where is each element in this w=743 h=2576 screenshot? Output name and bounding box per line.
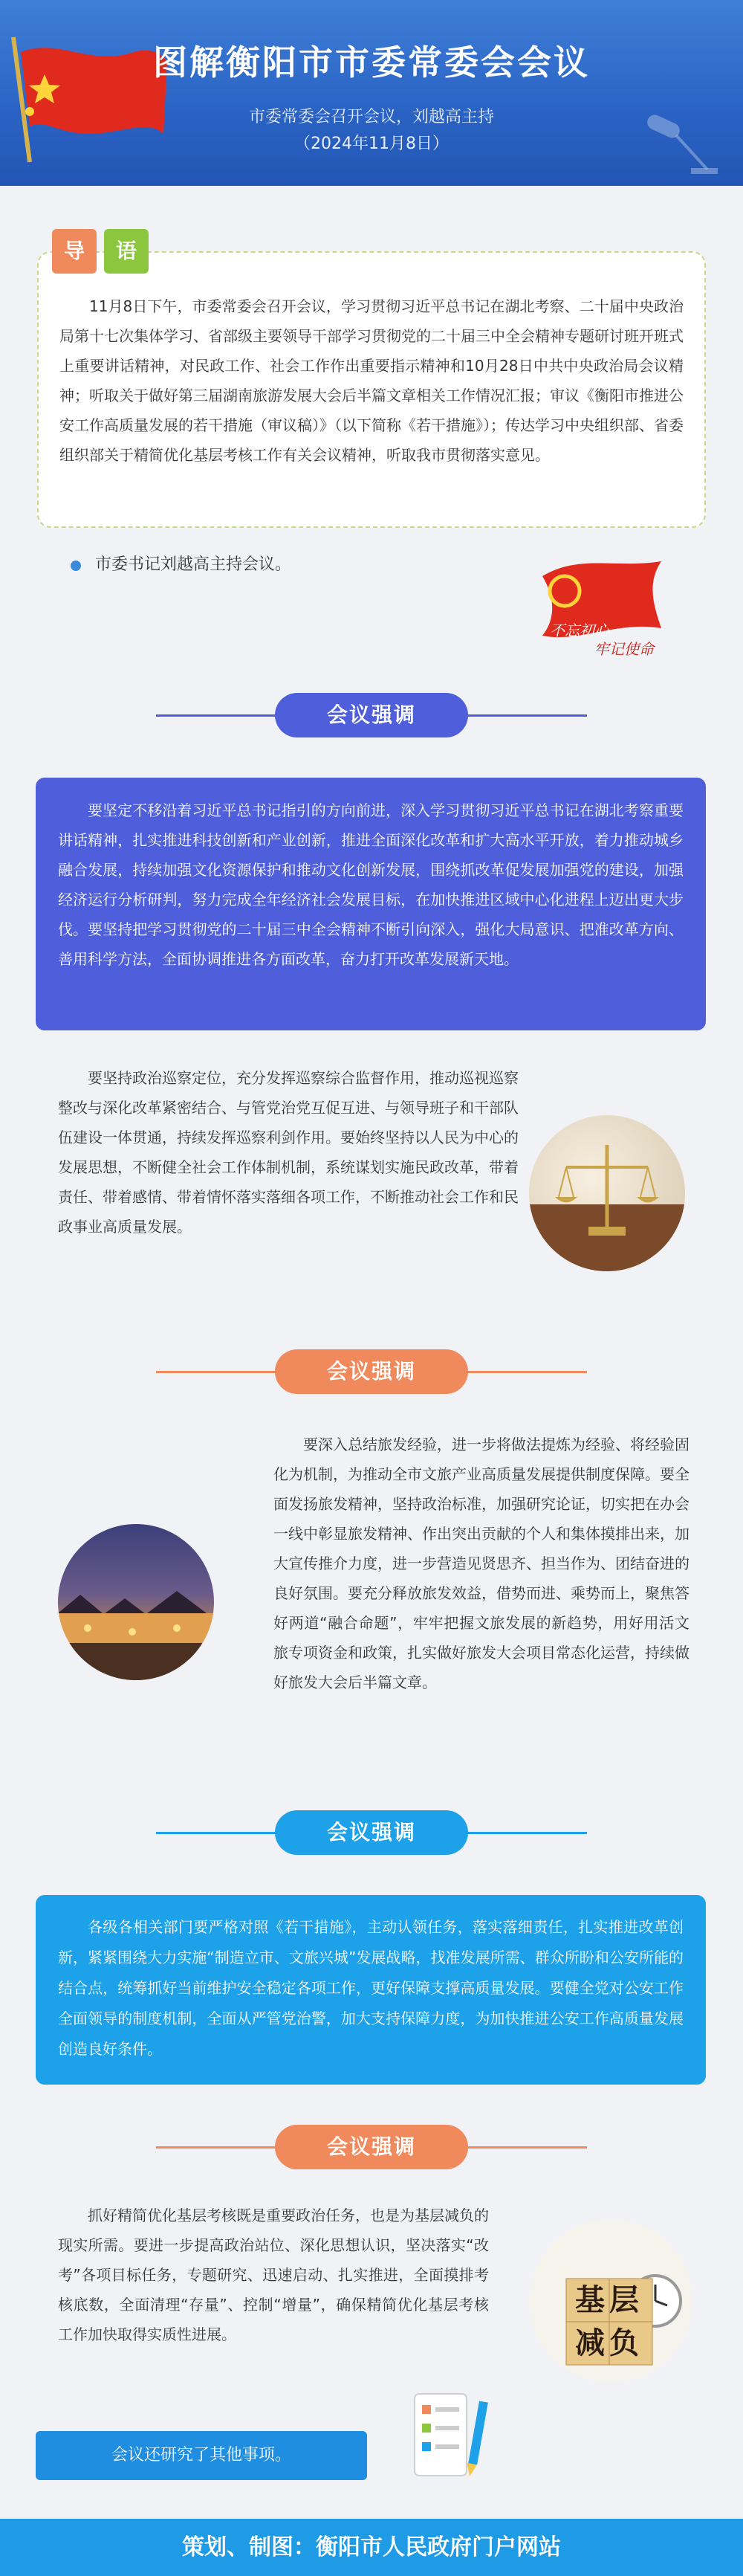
page-title: 图解衡阳市市委常委会会议 bbox=[153, 42, 590, 83]
relief-sign-line1: 基层 bbox=[575, 2283, 643, 2317]
microphone-icon bbox=[639, 97, 721, 178]
footer-credit: 策划、制图：衡阳市人民政府门户网站 bbox=[0, 2519, 743, 2576]
emphasis-text-1: 要坚定不移沿着习近平总书记指引的方向前进，深入学习贯彻习近平总书记在湖北考察重要讲话精神，扎实推进科技创新和产业创新，推进全面深化改革和扩大高水平开放，着力推动城乡融合发展，持续加强文化资源保护和推动文化创新发展，围绕抓改革促发展加强党的建设，加强经济运行分析研判，努力完成全年经济社会发展目标，在加快推进区域中心化进程上迈出更大步伐。要坚持把学习贯彻党的二十届三中全会精神不断引向深入，强化大局意识、把准改革方向、善用科学方法，全面协调推进各方面改革，奋力打开改革发展新天地。 bbox=[58, 801, 684, 968]
badge-text-1: 不忘初心 bbox=[550, 622, 609, 639]
guide-text: 11月8日下午，市委常委会召开会议，学习贯彻习近平总书记在湖北考察、二十届中央政治局第十七次集体学习、省部级主要领导干部学习贯彻党的二十届三中全会精神专题研讨班开班式上重要讲话精神，对民政工作、社会工作作出重要指示精神和10月28日中共中央政治局会议精神；听取关于做好第三届湖南旅游发展大会后半篇文章相关工作情况汇报；审议《衡阳市推进公安工作高质量发展的若干措施（审议稿）》（以下简称《若干措施》）；传达学习中央组织部、省委组织部关于精简优化基层考核工作有关会议精神，听取我市贯彻落实意见。 bbox=[59, 297, 684, 464]
emphasis-text-3: 各级各相关部门要严格对照《若干措施》，主动认领任务，落实落细责任，扎实推进改革创新，紧紧围绕大力实施“制造立市、文旅兴城”发展战略，找准发展所需、群众所盼和公安所能的结合点，统筹抓好当前维护安全稳定各项工作，更好保障支撑高质量发展。要健全党对公安工作全面领导的制度机制，全面从严管党治警，加大支持保障力度，为加快推进公安工作高质量发展创造良好条件。 bbox=[58, 1918, 684, 2058]
relief-sign-line2: 减负 bbox=[575, 2326, 643, 2360]
host-note: 市委书记刘越高主持会议。 bbox=[95, 555, 292, 574]
section-header-2: 会议强调 bbox=[275, 1349, 468, 1394]
paragraph-2: 要坚持政治巡察定位，充分发挥巡察综合监督作用，推动巡视巡察整改与深化改革紧密结合、与管党治党互促互进、与领导班子和干部队伍建设一体贯通，持续发挥巡察利剑作用。要始终坚持以人民为中心的发展思想，不断健全社会工作体制机制，系统谋划实施民政改革，带着责任、带着感情、带着情怀落实落细各项工作，不断推动社会工作和民政事业高质量发展。 bbox=[58, 1069, 519, 1236]
town-icon bbox=[58, 1524, 214, 1680]
section-header-3: 会议强调 bbox=[275, 1810, 468, 1855]
section-header-1: 会议强调 bbox=[275, 693, 468, 737]
scales-icon bbox=[529, 1115, 685, 1271]
page-subtitle: 市委常委会召开会议，刘越高主持 bbox=[248, 108, 494, 126]
badge-text-2: 牢记使命 bbox=[594, 640, 654, 658]
paragraph-3: 要深入总结旅发经验，进一步将做法提炼为经验、将经验固化为机制，为推动全市文旅产业高质量发展提供制度保障。要全面发扬旅发精神，坚持政治标准，加强研究论证，切实把在办会一线中彰显旅发精神、作出突出贡献的个人和集体摸排出来，加大宣传推介力度，进一步营造见贤思齐、担当作为、团结奋进的良好氛围。要充分释放旅发效益，借势而进、乘势而上，聚焦答好两道“融合命题”，牢牢把握文旅发展的新趋势，用好用活文旅专项资金和政策，扎实做好旅发大会项目常态化运营，持续做好旅发大会后半篇文章。 bbox=[273, 1436, 690, 1691]
justice-scales-image bbox=[529, 1115, 685, 1271]
ancient-town-image bbox=[58, 1524, 214, 1680]
party-badge-icon bbox=[535, 546, 669, 665]
checklist-icon bbox=[407, 2386, 496, 2483]
bullet-dot bbox=[71, 561, 81, 571]
section-header-4: 会议强调 bbox=[275, 2125, 468, 2169]
guide-tag-1: 导 bbox=[52, 229, 97, 274]
meeting-date: （2024年11月8日） bbox=[294, 135, 449, 153]
guide-tag-2: 语 bbox=[104, 229, 149, 274]
header-banner bbox=[0, 0, 743, 186]
other-matters-note: 会议还研究了其他事项。 bbox=[36, 2431, 367, 2480]
paragraph-5: 抓好精简优化基层考核既是重要政治任务，也是为基层减负的现实所需。要进一步提高政治站位、深化思想认识，坚决落实“改考”各项目标任务，专题研究、迅速启动、扎实推进，全面摸排考核底数，全面清理“存量”、控制“增量”，确保精简优化基层考核工作加快取得实质性进展。 bbox=[58, 2207, 489, 2343]
